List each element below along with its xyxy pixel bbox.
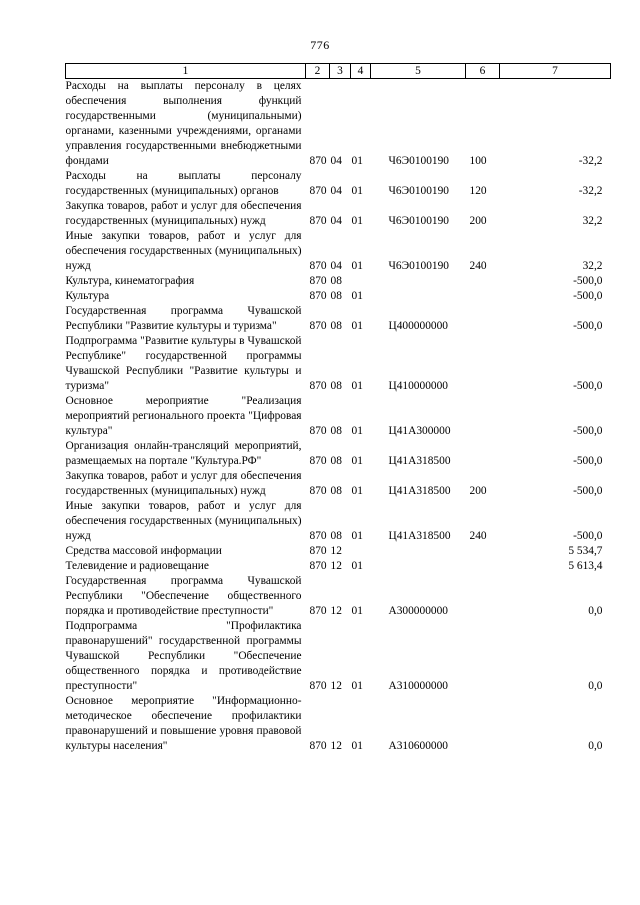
column-header-subsection: 4 xyxy=(351,64,371,79)
row-name xyxy=(66,229,306,274)
table-row xyxy=(66,469,611,499)
column-header-amount: 7 xyxy=(500,64,611,79)
row-name xyxy=(66,169,306,199)
row-amount: 32,2 xyxy=(582,215,603,227)
row-target-article: Ч6Э0100190 xyxy=(388,185,449,197)
row-target-article: Ц41А318500 xyxy=(388,530,451,542)
row-section-code: 12 xyxy=(330,740,342,752)
row-amount: -500,0 xyxy=(573,530,603,542)
row-name xyxy=(66,544,306,559)
row-amount: -500,0 xyxy=(573,275,603,287)
column-header-expense-type: 6 xyxy=(466,64,500,79)
row-grbs-code: 870 xyxy=(309,530,327,542)
row-target-article: Ц400000000 xyxy=(388,320,448,332)
row-subsection-code: 01 xyxy=(351,155,363,167)
row-target-article xyxy=(371,544,466,559)
row-target-article: Ц41А318500 xyxy=(388,455,451,467)
row-name xyxy=(66,469,306,499)
table-row xyxy=(66,544,611,559)
row-amount: 0,0 xyxy=(588,740,603,752)
row-name xyxy=(66,394,306,439)
row-grbs-code: 870 xyxy=(309,320,327,332)
row-name xyxy=(66,79,306,170)
row-grbs-code: 870 xyxy=(309,380,327,392)
row-name-text: Иные закупки товаров, работ и услуг для обеспечения государственных (муниципальных) нужд xyxy=(65,500,302,542)
row-name-text: Культура xyxy=(65,290,110,302)
row-grbs-code: 870 xyxy=(309,485,327,497)
row-amount: 0,0 xyxy=(588,605,603,617)
row-section-code: 08 xyxy=(330,530,342,542)
row-expense-type: 240 xyxy=(469,530,487,542)
row-amount: -32,2 xyxy=(578,185,603,197)
row-expense-type: 200 xyxy=(469,215,487,227)
row-section-code: 08 xyxy=(330,380,342,392)
table-row xyxy=(66,304,611,334)
row-name-text: Телевидение и радиовещание xyxy=(65,560,209,572)
row-amount: -500,0 xyxy=(573,290,603,302)
table-row xyxy=(66,334,611,394)
header-row xyxy=(66,64,611,79)
row-grbs-code: 870 xyxy=(309,215,327,227)
row-section-code: 08 xyxy=(330,485,342,497)
row-subsection-code: 01 xyxy=(351,605,363,617)
row-section-code: 08 xyxy=(330,275,342,287)
row-grbs-code: 870 xyxy=(309,740,327,752)
column-header-section: 3 xyxy=(330,64,351,79)
table-row xyxy=(66,229,611,274)
row-name-text: Организация онлайн-трансляций мероприятий, размещаемых на портале "Культура.РФ" xyxy=(65,440,302,467)
row-section-code: 04 xyxy=(330,215,342,227)
row-name-text: Государственная программа Чувашской Республики "Обеспечение общественного порядка и противодействие преступности" xyxy=(65,575,302,617)
table-row xyxy=(66,439,611,469)
row-expense-type: 100 xyxy=(469,155,487,167)
row-target-article: Ч6Э0100190 xyxy=(388,155,449,167)
row-target-article: А310600000 xyxy=(388,740,448,752)
row-subsection-code: 01 xyxy=(351,425,363,437)
table-row xyxy=(66,394,611,439)
row-name xyxy=(66,274,306,289)
row-name xyxy=(66,304,306,334)
row-name-text: Государственная программа Чувашской Республики "Развитие культуры и туризма" xyxy=(65,305,302,332)
row-name-text: Подпрограмма "Профилактика правонарушений" государственной программы Чувашской Республики "Обеспечение общественного порядка и противодействие преступности" xyxy=(65,620,302,692)
table-row xyxy=(66,499,611,544)
row-grbs-code: 870 xyxy=(309,155,327,167)
row-grbs-code: 870 xyxy=(309,680,327,692)
row-section-code: 08 xyxy=(330,320,342,332)
row-name-text: Закупка товаров, работ и услуг для обеспечения государственных (муниципальных) нужд xyxy=(65,470,302,497)
row-expense-type: 120 xyxy=(469,185,487,197)
row-subsection-code: 01 xyxy=(351,260,363,272)
row-grbs-code: 870 xyxy=(309,290,327,302)
row-target-article: Ц410000000 xyxy=(388,380,448,392)
row-target-article: Ч6Э0100190 xyxy=(388,260,449,272)
row-expense-type xyxy=(466,439,500,469)
row-target-article xyxy=(371,289,466,304)
row-name xyxy=(66,559,306,574)
row-subsection-code: 01 xyxy=(351,455,363,467)
row-section-code: 12 xyxy=(330,545,342,557)
row-expense-type xyxy=(466,334,500,394)
row-expense-type xyxy=(466,544,500,559)
row-section-code: 12 xyxy=(330,560,342,572)
row-name xyxy=(66,694,306,754)
row-name-text: Расходы на выплаты персоналу государственных (муниципальных) органов xyxy=(65,170,302,197)
row-section-code: 04 xyxy=(330,260,342,272)
row-target-article: Ц41А300000 xyxy=(388,425,451,437)
row-subsection-code: 01 xyxy=(351,185,363,197)
table-row xyxy=(66,199,611,229)
row-subsection-code: 01 xyxy=(351,215,363,227)
row-grbs-code: 870 xyxy=(309,425,327,437)
row-section-code: 12 xyxy=(330,680,342,692)
row-subsection-code: 01 xyxy=(351,560,363,572)
row-name-text: Иные закупки товаров, работ и услуг для обеспечения государственных (муниципальных) нужд xyxy=(65,230,302,272)
row-name xyxy=(66,334,306,394)
table-row xyxy=(66,694,611,754)
row-expense-type: 240 xyxy=(469,260,487,272)
row-expense-type xyxy=(466,694,500,754)
row-amount: -500,0 xyxy=(573,380,603,392)
row-target-article: А310000000 xyxy=(388,680,448,692)
row-subsection-code: 01 xyxy=(351,380,363,392)
row-name xyxy=(66,199,306,229)
row-amount: 32,2 xyxy=(582,260,603,272)
row-name-text: Основное мероприятие "Информационно-методическое обеспечение профилактики правонарушений и повышение уровня правовой культуры населения" xyxy=(65,695,302,752)
row-name xyxy=(66,619,306,694)
row-name-text: Закупка товаров, работ и услуг для обеспечения государственных (муниципальных) нужд xyxy=(65,200,302,227)
row-name xyxy=(66,499,306,544)
row-name-text: Средства массовой информации xyxy=(65,545,222,557)
row-expense-type xyxy=(466,394,500,439)
row-expense-type xyxy=(466,289,500,304)
row-amount: 5 534,7 xyxy=(568,545,603,557)
row-grbs-code: 870 xyxy=(309,455,327,467)
row-grbs-code: 870 xyxy=(309,185,327,197)
row-expense-type xyxy=(466,304,500,334)
column-header-grbs: 2 xyxy=(306,64,330,79)
row-name xyxy=(66,439,306,469)
row-amount: -500,0 xyxy=(573,320,603,332)
table-row xyxy=(66,574,611,619)
row-name xyxy=(66,574,306,619)
row-subsection-code xyxy=(351,544,371,559)
row-amount: -500,0 xyxy=(573,485,603,497)
row-name-text: Культура, кинематография xyxy=(65,275,195,287)
table-row xyxy=(66,619,611,694)
row-subsection-code xyxy=(351,274,371,289)
row-grbs-code: 870 xyxy=(309,605,327,617)
row-subsection-code: 01 xyxy=(351,290,363,302)
row-grbs-code: 870 xyxy=(309,275,327,287)
row-section-code: 04 xyxy=(330,155,342,167)
row-target-article xyxy=(371,559,466,574)
row-target-article: Ч6Э0100190 xyxy=(388,215,449,227)
row-amount: 0,0 xyxy=(588,680,603,692)
row-grbs-code: 870 xyxy=(309,560,327,572)
row-expense-type xyxy=(466,274,500,289)
row-target-article: А300000000 xyxy=(388,605,448,617)
row-expense-type xyxy=(466,574,500,619)
row-section-code: 04 xyxy=(330,185,342,197)
row-expense-type xyxy=(466,559,500,574)
row-section-code: 08 xyxy=(330,290,342,302)
budget-table xyxy=(65,63,611,754)
row-name-text: Основное мероприятие "Реализация мероприятий регионального проекта "Цифровая культура" xyxy=(65,395,302,437)
row-subsection-code: 01 xyxy=(351,740,363,752)
table-row xyxy=(66,289,611,304)
row-target-article: Ц41А318500 xyxy=(388,485,451,497)
row-subsection-code: 01 xyxy=(351,530,363,542)
row-expense-type: 200 xyxy=(469,485,487,497)
column-header-name: 1 xyxy=(66,64,306,79)
row-expense-type xyxy=(466,619,500,694)
column-header-target-article: 5 xyxy=(371,64,466,79)
table-body xyxy=(66,79,611,755)
row-amount: -32,2 xyxy=(578,155,603,167)
row-name-text: Расходы на выплаты персоналу в целях обеспечения выполнения функций государственными (муниципальными) органами, казенными учреждениями, органами управления государственными внебюджетными фондами xyxy=(65,80,302,167)
table-row xyxy=(66,79,611,170)
row-amount: -500,0 xyxy=(573,425,603,437)
table-row xyxy=(66,274,611,289)
row-subsection-code: 01 xyxy=(351,485,363,497)
table-row xyxy=(66,559,611,574)
row-name-text: Подпрограмма "Развитие культуры в Чувашской Республике" государственной программы Чувашской Республики "Развитие культуры и туризма" xyxy=(65,335,302,392)
row-section-code: 08 xyxy=(330,455,342,467)
row-grbs-code: 870 xyxy=(309,260,327,272)
page-number: 776 xyxy=(310,38,330,52)
table-row xyxy=(66,169,611,199)
row-amount: 5 613,4 xyxy=(568,560,603,572)
row-subsection-code: 01 xyxy=(351,680,363,692)
row-subsection-code: 01 xyxy=(351,320,363,332)
row-name xyxy=(66,289,306,304)
row-target-article xyxy=(371,274,466,289)
row-amount: -500,0 xyxy=(573,455,603,467)
row-grbs-code: 870 xyxy=(309,545,327,557)
row-section-code: 08 xyxy=(330,425,342,437)
row-section-code: 12 xyxy=(330,605,342,617)
